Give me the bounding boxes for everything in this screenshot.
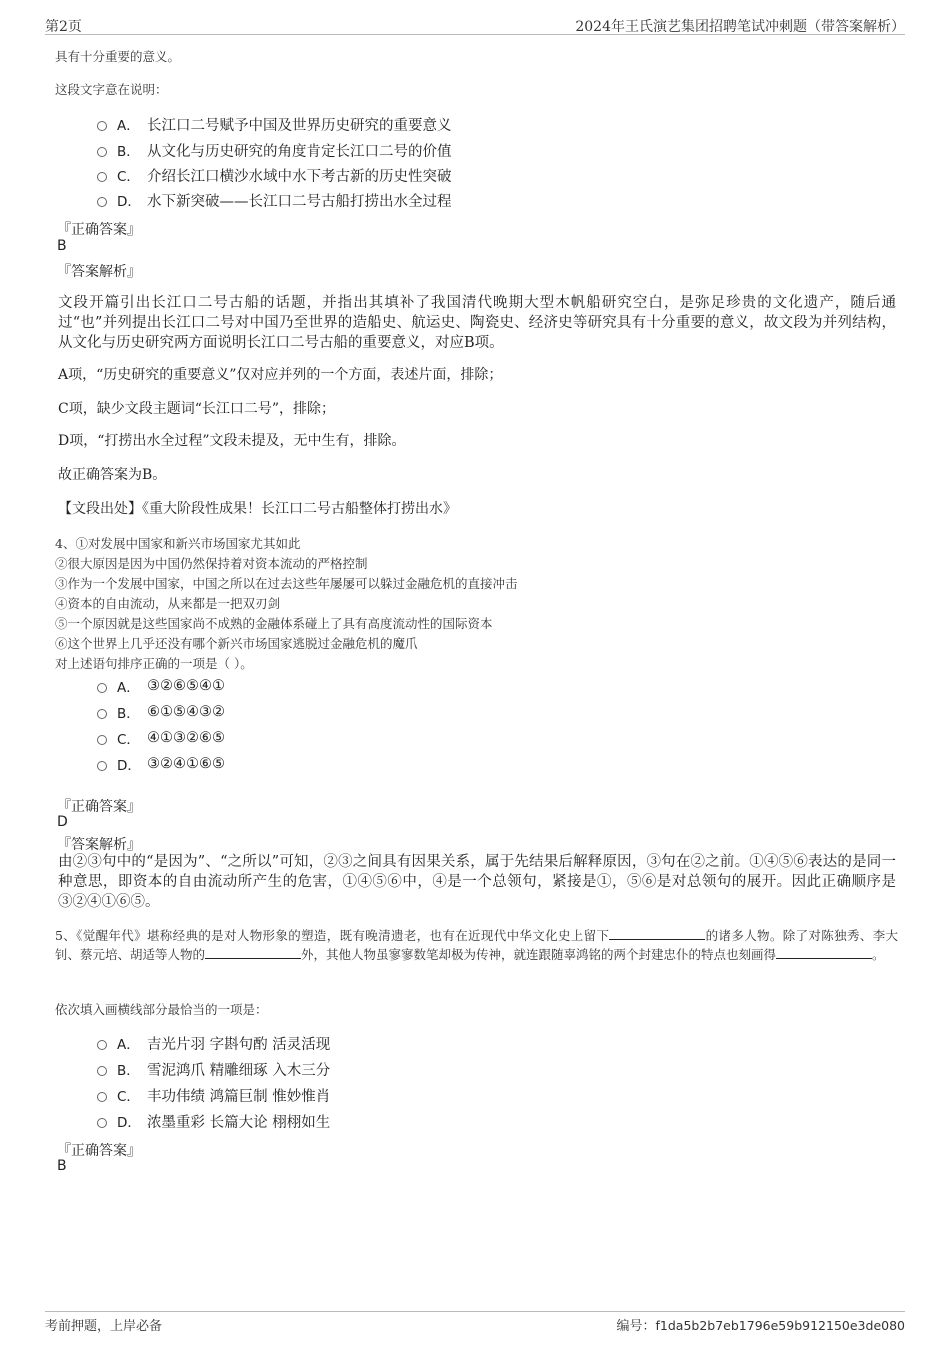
q4-line-1: 4、①对发展中国家和新兴市场国家尤其如此 bbox=[55, 536, 301, 551]
q3-note-a: A项，“历史研究的重要意义”仅对应并列的一个方面，表述片面，排除； bbox=[58, 367, 503, 383]
q4-analysis-label: 『答案解析』 bbox=[57, 837, 141, 853]
q4-line-2: ②很大原因是因为中国仍然保持着对资本流动的严格控制 bbox=[55, 556, 368, 571]
q4-prompt: 对上述语句排序正确的一项是（ ）。 bbox=[55, 656, 253, 671]
radio-icon[interactable] bbox=[97, 197, 107, 207]
q5-answer: B bbox=[57, 1158, 67, 1174]
q4-option-d[interactable]: D． ③②④①⑥⑤ bbox=[97, 754, 225, 774]
footer-code: 编号：f1da5b2b7eb1796e59b912150e3de080 bbox=[616, 1318, 905, 1334]
radio-icon[interactable] bbox=[97, 147, 107, 157]
footer-rule bbox=[45, 1311, 905, 1312]
q3-source: 【文段出处】《重大阶段性成果！长江口二号古船整体打捞出水》 bbox=[58, 501, 457, 517]
q3-note-c: C项，缺少文段主题词“长江口二号”，排除； bbox=[58, 401, 336, 417]
q4-analysis: 由②③句中的“是因为”、“之所以”可知，②③之间具有因果关系，属于先结果后解释原因，③句在②之前。①④⑤⑥表达的是同一种意思，即资本的自由流动所产生的危害，①④⑤⑥中，④是一个总领句，紧接是①，⑤⑥是对总领句的展开。因此正确顺序是③②④①⑥⑤。 bbox=[58, 854, 896, 910]
q3-prompt: 这段文字意在说明： bbox=[55, 82, 168, 97]
q4-option-c[interactable]: C． ④①③②⑥⑤ bbox=[97, 728, 225, 748]
q3-option-b[interactable]: B． 从文化与历史研究的角度肯定长江口二号的价值 bbox=[97, 140, 452, 160]
page-number: 第2页 bbox=[45, 19, 82, 35]
q3-analysis: 文段开篇引出长江口二号古船的话题，并指出其填补了我国清代晚期大型木帆船研究空白，是弥足珍贵的文化遗产，随后通过“也”并列提出长江口二号对中国乃至世界的造船史、航运史、陶瓷史、经济史等研究具有十分重要的意义，故文段为并列结构，从文化与历史研究两方面说明长江口二号古船的重要意义，对应B项。 bbox=[58, 295, 896, 351]
q3-conclusion: 故正确答案为B。 bbox=[58, 467, 167, 483]
q3-stem-tail: 具有十分重要的意义。 bbox=[55, 49, 181, 64]
q3-option-d[interactable]: D． 水下新突破——长江口二号古船打捞出水全过程 bbox=[97, 190, 452, 210]
q4-line-4: ④资本的自由流动，从来都是一把双刃剑 bbox=[55, 596, 281, 611]
document-title: 2024年王氏演艺集团招聘笔试冲刺题（带答案解析） bbox=[575, 19, 905, 35]
blank-2[interactable] bbox=[205, 946, 301, 959]
q4-line-6: ⑥这个世界上几乎还没有哪个新兴市场国家逃脱过金融危机的魔爪 bbox=[55, 636, 418, 651]
radio-icon[interactable] bbox=[97, 121, 107, 131]
blank-3[interactable] bbox=[776, 946, 872, 959]
q5-option-c[interactable]: C． 丰功伟绩 鸿篇巨制 惟妙惟肖 bbox=[97, 1085, 330, 1105]
radio-icon[interactable] bbox=[97, 709, 107, 719]
blank-1[interactable] bbox=[609, 927, 705, 940]
radio-icon[interactable] bbox=[97, 761, 107, 771]
radio-icon[interactable] bbox=[97, 172, 107, 182]
q4-line-3: ③作为一个发展中国家，中国之所以在过去这些年屡屡可以躲过金融危机的直接冲击 bbox=[55, 576, 518, 591]
radio-icon[interactable] bbox=[97, 1066, 107, 1076]
radio-icon[interactable] bbox=[97, 735, 107, 745]
q3-answer-label: 『正确答案』 bbox=[57, 222, 141, 238]
q4-answer-label: 『正确答案』 bbox=[57, 799, 141, 815]
q5-option-a[interactable]: A． 吉光片羽 字斟句酌 活灵活现 bbox=[97, 1033, 330, 1053]
q3-analysis-label: 『答案解析』 bbox=[57, 264, 141, 280]
q3-option-c[interactable]: C． 介绍长江口横沙水域中水下考古新的历史性突破 bbox=[97, 165, 452, 185]
q3-answer: B bbox=[57, 238, 67, 254]
q5-option-b[interactable]: B． 雪泥鸿爪 精雕细琢 入木三分 bbox=[97, 1059, 330, 1079]
q4-option-a[interactable]: A． ③②⑥⑤④① bbox=[97, 676, 225, 696]
radio-icon[interactable] bbox=[97, 683, 107, 693]
header-rule bbox=[45, 34, 905, 35]
q3-note-d: D项，“打捞出水全过程”文段未提及，无中生有，排除。 bbox=[58, 433, 406, 449]
radio-icon[interactable] bbox=[97, 1092, 107, 1102]
q5-option-d[interactable]: D． 浓墨重彩 长篇大论 栩栩如生 bbox=[97, 1111, 330, 1131]
q5-prompt: 依次填入画横线部分最恰当的一项是： bbox=[55, 1002, 268, 1017]
q4-option-b[interactable]: B． ⑥①⑤④③② bbox=[97, 702, 225, 722]
footer-slogan: 考前押题，上岸必备 bbox=[45, 1319, 163, 1334]
q4-answer: D bbox=[57, 814, 68, 830]
q5-stem: 5、《觉醒年代》堪称经典的是对人物形象的塑造，既有晚清遗老，也有在近现代中华文化史上留下 的诸多人物。除了对陈独秀、李大钊、蔡元培、胡适等人物的 外，其他人物虽寥寥数笔却极为传神，就连跟随辜鸿铭的两个封建忠仆的特点也刻画得 。 bbox=[55, 928, 898, 962]
q3-option-a[interactable]: A． 长江口二号赋予中国及世界历史研究的重要意义 bbox=[97, 114, 452, 134]
q4-line-5: ⑤一个原因就是这些国家尚不成熟的金融体系碰上了具有高度流动性的国际资本 bbox=[55, 616, 493, 631]
radio-icon[interactable] bbox=[97, 1118, 107, 1128]
q5-answer-label: 『正确答案』 bbox=[57, 1143, 141, 1159]
radio-icon[interactable] bbox=[97, 1040, 107, 1050]
